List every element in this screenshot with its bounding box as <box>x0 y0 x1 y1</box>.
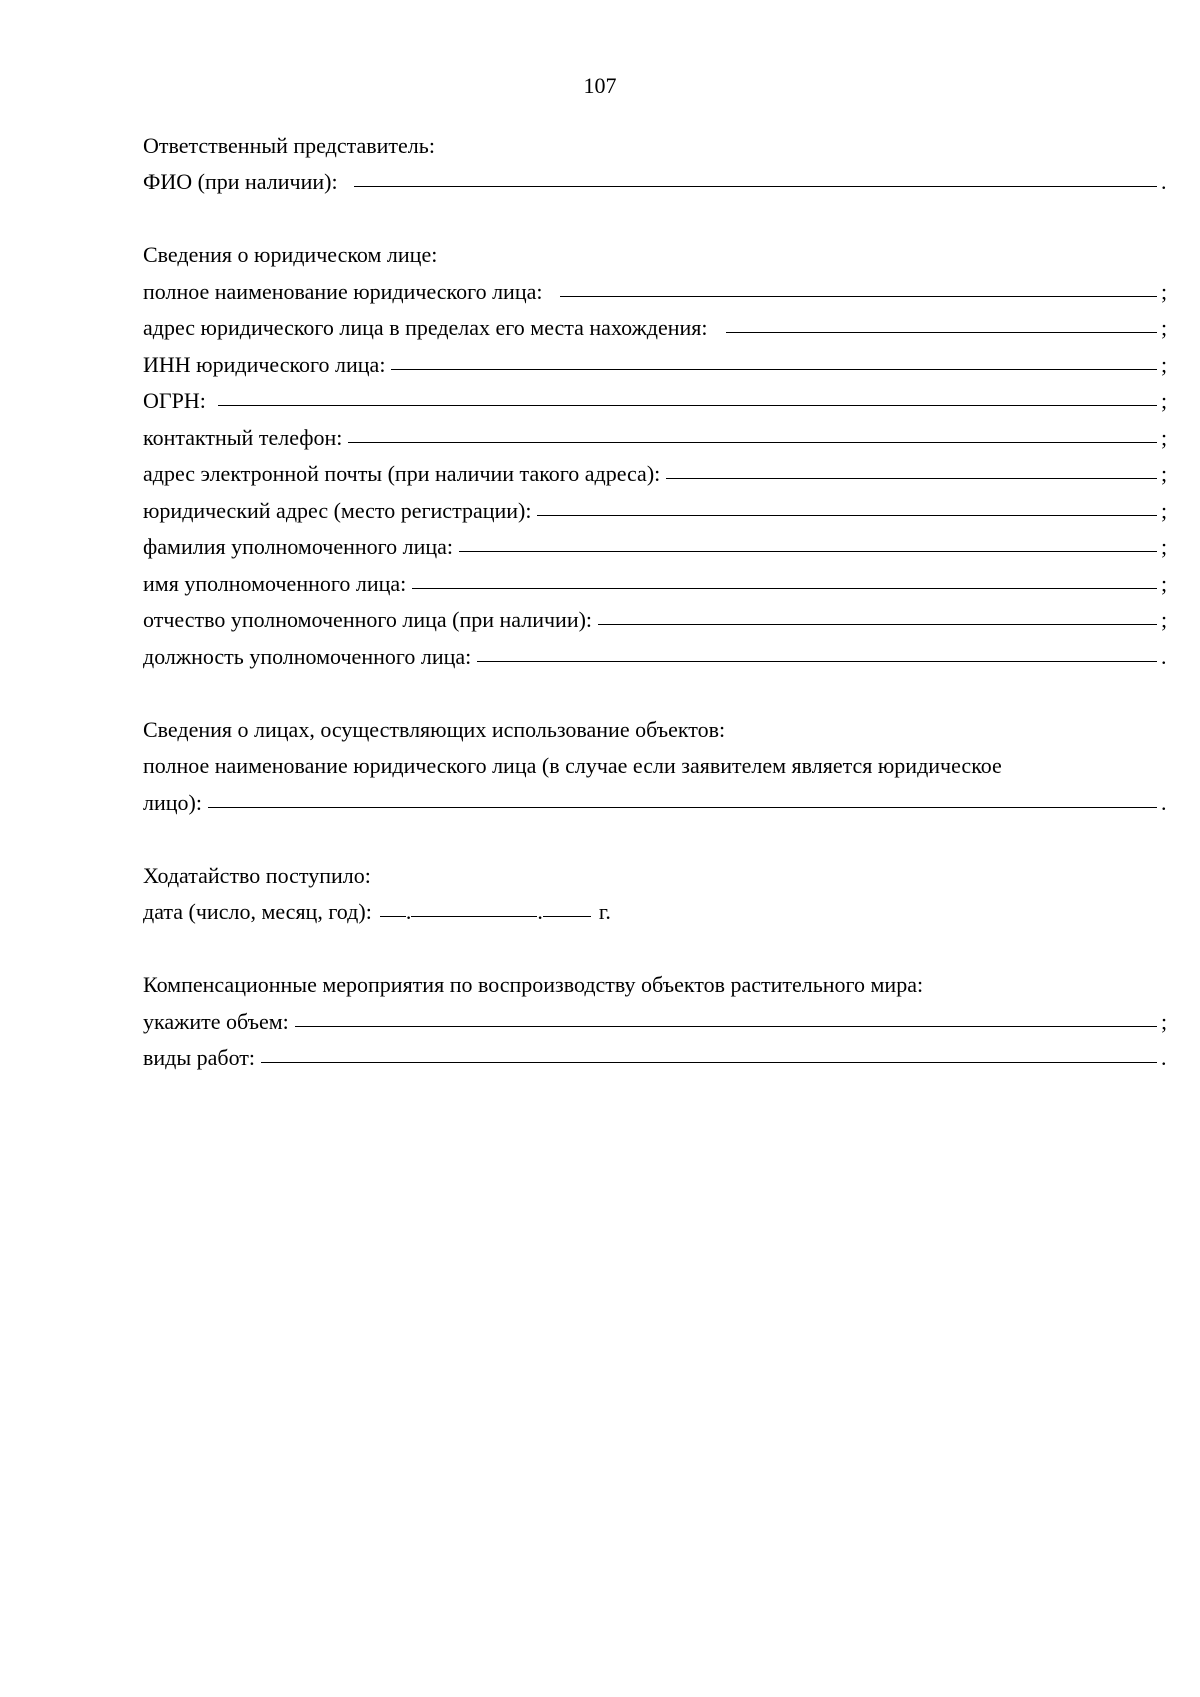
email-row <box>143 451 1168 488</box>
users-line2-row <box>143 779 1168 816</box>
registered-address-field[interactable] <box>537 514 1157 516</box>
field-label: укажите объем: <box>143 1008 289 1034</box>
legal-entity-heading <box>143 232 1168 269</box>
field-label: полное наименование юридического лица: <box>143 278 543 304</box>
compensation-heading <box>143 962 1168 999</box>
inn-row <box>143 341 1168 378</box>
field-end: ; <box>1161 607 1168 632</box>
representative-heading-text: Ответственный представитель: <box>143 132 435 158</box>
registered-address-row <box>143 487 1168 524</box>
users-line1 <box>143 743 1168 780</box>
fio-end: . <box>1161 169 1167 194</box>
field-label: адрес электронной почты (при наличии такого адреса): <box>143 461 661 486</box>
petition-heading <box>143 852 1168 889</box>
works-field[interactable] <box>261 1061 1157 1063</box>
field-end: . <box>1161 643 1167 669</box>
field-end: ; <box>1161 388 1168 413</box>
page-number: 107 <box>583 73 617 98</box>
field-label: ИНН юридического лица: <box>143 351 386 377</box>
date-day-field[interactable] <box>380 915 406 917</box>
spacer <box>143 195 1168 232</box>
field-end: ; <box>1161 461 1168 486</box>
field-end: . <box>1161 789 1167 815</box>
users-heading-text: Сведения о лицах, осуществляющих использование объектов: <box>143 716 726 742</box>
users-line1-text: полное наименование юридического лица (в случае если заявителем является юридическое <box>143 753 1002 778</box>
ogrn-field[interactable] <box>218 404 1157 406</box>
petition-heading-text: Ходатайство поступило: <box>143 862 371 888</box>
field-label: отчество уполномоченного лица (при наличии): <box>143 607 593 632</box>
date-suffix: г. <box>598 899 611 924</box>
date-separator: . <box>537 899 543 924</box>
users-heading <box>143 706 1168 743</box>
fio-label: ФИО (при наличии): <box>143 169 338 194</box>
surname-field[interactable] <box>459 550 1157 552</box>
field-end: ; <box>1161 351 1168 377</box>
users-name-field[interactable] <box>208 806 1157 808</box>
field-end: ; <box>1161 278 1168 304</box>
form-content <box>143 122 1168 1071</box>
compensation-heading-text: Компенсационные мероприятия по воспроизводству объектов растительного мира: <box>143 972 924 997</box>
field-label: юридический адрес (место регистрации): <box>143 497 532 523</box>
field-end: . <box>1161 1045 1167 1070</box>
spacer <box>143 670 1168 707</box>
field-label: имя уполномоченного лица: <box>143 570 407 596</box>
fio-field[interactable] <box>354 185 1157 187</box>
spacer <box>143 925 1168 962</box>
field-end: ; <box>1161 424 1168 450</box>
date-month-field[interactable] <box>411 915 537 917</box>
ogrn-row <box>143 378 1168 415</box>
field-end: ; <box>1161 315 1168 340</box>
legal-address-row <box>143 305 1168 342</box>
phone-field[interactable] <box>348 441 1157 443</box>
patronymic-row <box>143 597 1168 634</box>
field-label: ОГРН: <box>143 388 206 413</box>
position-field[interactable] <box>477 660 1157 662</box>
legal-entity-heading-text: Сведения о юридическом лице: <box>143 242 438 267</box>
field-label: фамилия уполномоченного лица: <box>143 534 454 559</box>
position-row <box>143 633 1168 670</box>
patronymic-field[interactable] <box>598 623 1157 625</box>
inn-field[interactable] <box>391 368 1157 370</box>
field-label: контактный телефон: <box>143 424 343 450</box>
volume-field[interactable] <box>295 1025 1157 1027</box>
volume-row <box>143 998 1168 1035</box>
surname-row <box>143 524 1168 561</box>
email-field[interactable] <box>666 477 1157 479</box>
spacer <box>143 816 1168 853</box>
date-year-field[interactable] <box>543 915 591 917</box>
legal-address-field[interactable] <box>726 331 1157 333</box>
field-end: ; <box>1161 497 1168 523</box>
field-label: виды работ: <box>143 1045 256 1070</box>
field-end: ; <box>1161 570 1168 596</box>
legal-full-name-field[interactable] <box>560 295 1157 297</box>
first-name-field[interactable] <box>412 587 1157 589</box>
field-label: лицо): <box>143 789 202 815</box>
first-name-row <box>143 560 1168 597</box>
date-label: дата (число, месяц, год): <box>143 899 372 924</box>
fio-row <box>143 159 1168 196</box>
field-label: должность уполномоченного лица: <box>143 643 472 669</box>
representative-heading <box>143 122 1168 159</box>
phone-row <box>143 414 1168 451</box>
date-separator: . <box>405 899 412 924</box>
field-end: ; <box>1161 534 1168 559</box>
legal-full-name-row <box>143 268 1168 305</box>
field-end: ; <box>1161 1008 1168 1034</box>
works-row <box>143 1035 1168 1072</box>
field-label: адрес юридического лица в пределах его места нахождения: <box>143 315 708 340</box>
date-row <box>143 889 1168 926</box>
